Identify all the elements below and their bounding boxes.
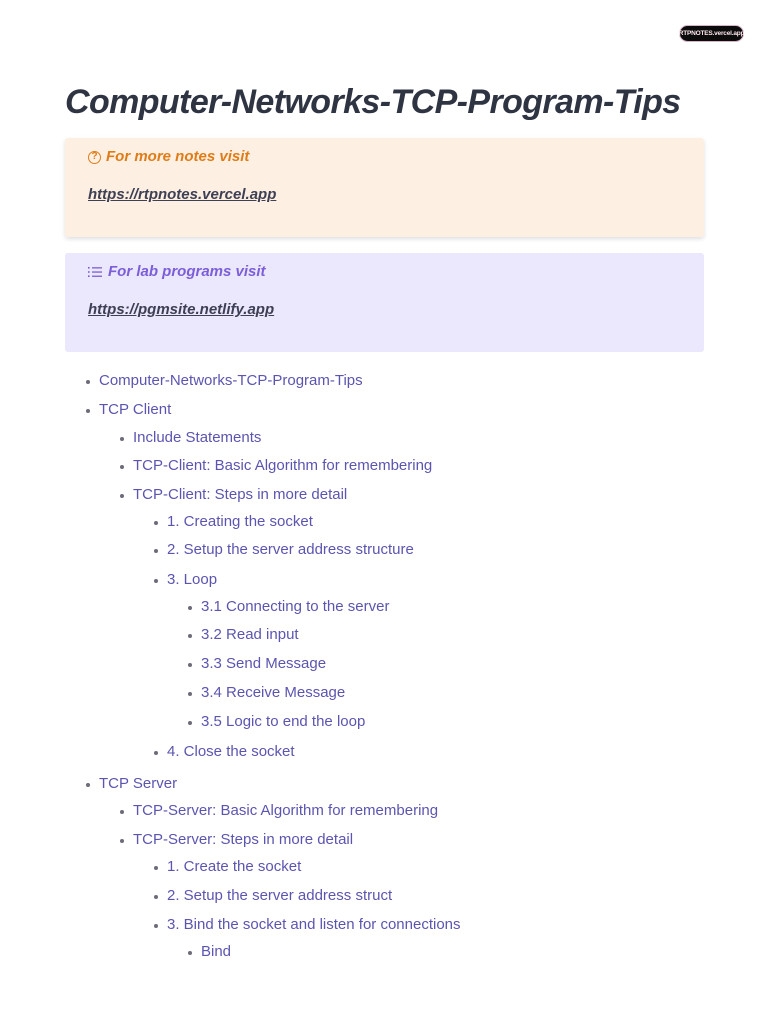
question-circle-icon: ? xyxy=(88,151,101,164)
rtpnotes-link[interactable]: https://rtpnotes.vercel.app xyxy=(88,186,277,203)
site-badge[interactable]: RTPNOTES.vercel.app xyxy=(679,25,744,42)
toc-link[interactable]: TCP Server xyxy=(99,775,178,792)
toc-link[interactable]: 3.1 Connecting to the server xyxy=(201,598,390,615)
note-callout-title: For lab programs visit xyxy=(108,263,266,280)
toc-link[interactable]: 3. Loop xyxy=(167,571,218,588)
toc-link[interactable]: TCP-Server: Basic Algorithm for remembering xyxy=(133,802,439,819)
toc-link[interactable]: TCP Client xyxy=(99,401,172,418)
toc-link[interactable]: TCP-Server: Steps in more detail xyxy=(133,831,354,848)
toc-link[interactable]: 3. Bind the socket and listen for connections xyxy=(167,916,461,933)
toc-link[interactable]: Bind xyxy=(201,943,232,960)
toc-link[interactable]: 3.3 Send Message xyxy=(201,655,327,672)
page-title: Computer-Networks-TCP-Program-Tips xyxy=(65,83,681,121)
toc-link[interactable]: 1. Create the socket xyxy=(167,858,302,875)
toc-link[interactable]: 3.2 Read input xyxy=(201,626,299,643)
toc-link[interactable]: Computer-Networks-TCP-Program-Tips xyxy=(99,372,363,389)
toc-link[interactable]: TCP-Client: Steps in more detail xyxy=(133,486,348,503)
toc-link[interactable]: 1. Creating the socket xyxy=(167,513,313,530)
pgmsite-link[interactable]: https://pgmsite.netlify.app xyxy=(88,301,275,318)
toc-link[interactable]: 2. Setup the server address structure xyxy=(167,541,414,558)
toc-link[interactable]: 3.4 Receive Message xyxy=(201,684,346,701)
tip-callout-title: For more notes visit xyxy=(106,148,250,165)
toc-link[interactable]: TCP-Client: Basic Algorithm for remembering xyxy=(133,457,433,474)
toc-link[interactable]: Include Statements xyxy=(133,429,262,446)
toc-link[interactable]: 4. Close the socket xyxy=(167,743,295,760)
toc-link[interactable]: 3.5 Logic to end the loop xyxy=(201,713,366,730)
toc-link[interactable]: 2. Setup the server address struct xyxy=(167,887,393,904)
